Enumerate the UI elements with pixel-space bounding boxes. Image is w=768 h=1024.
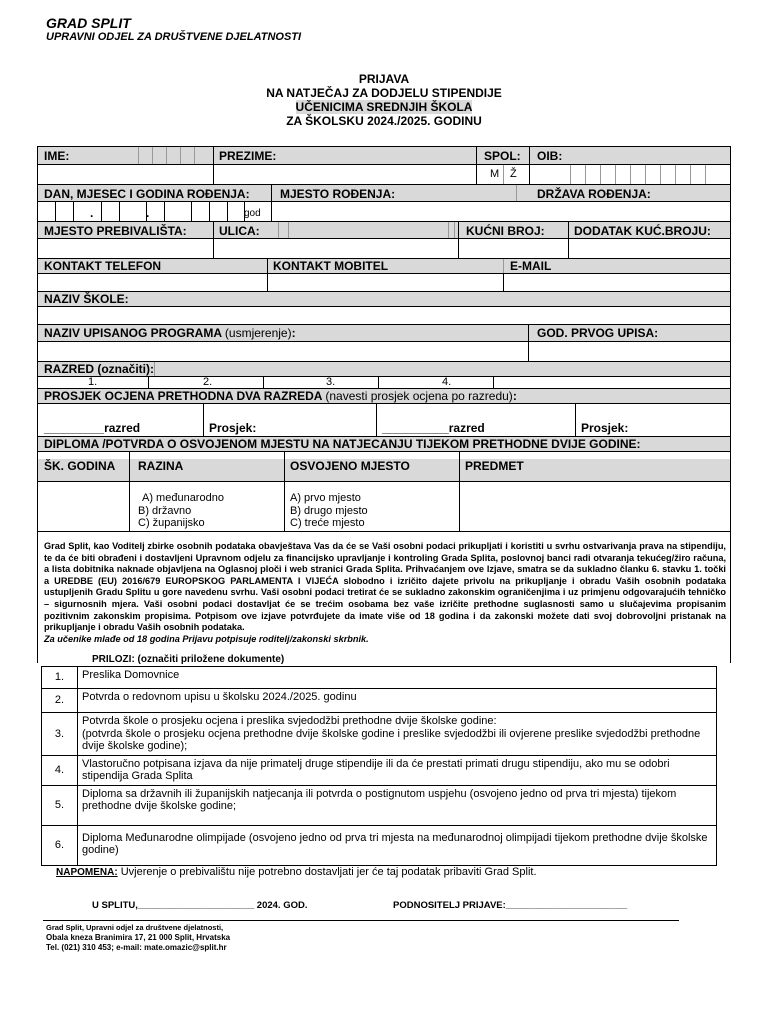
signature-place-date: U SPLITU,______________________ 2024. GOD.	[92, 900, 308, 911]
footer-line-2: Obala kneza Branimira 17, 21 000 Split, Hrvatska	[46, 933, 231, 942]
drzava-rodjenja-label: DRŽAVA ROĐENJA:	[537, 187, 651, 201]
predmet-header: PREDMET	[465, 459, 524, 473]
napomena	[56, 866, 537, 878]
razred-blank-1: _________razred	[44, 421, 141, 435]
mjesto-rodjenja-label: MJESTO ROĐENJA:	[280, 187, 396, 201]
footer-divider	[43, 920, 679, 921]
napomena-label: NAPOMENA:	[56, 867, 118, 878]
attachment-number: 4.	[42, 755, 78, 785]
razina-option-a[interactable]: A) međunarodno	[142, 492, 224, 504]
application-form	[37, 146, 731, 663]
prosjek-title: PROSJEK OCJENA PRETHODNA DVA RAZREDA	[44, 389, 323, 403]
date-separator-2: .	[146, 206, 150, 220]
prezime-label: PREZIME:	[219, 149, 277, 163]
table-row	[42, 825, 717, 865]
table-row	[42, 667, 717, 689]
table-row	[42, 785, 717, 825]
attachment-text: Diploma Međunarodne olimpijade (osvojeno jedno od prva tri mjesta na međunarodnoj olimpijadi tijekom prethodne dvije školske godine)	[78, 825, 717, 865]
diploma-title: DIPLOMA /POTVRDA O OSVOJENOM MJESTU NA NATJECANJU TIJEKOM PRETHODNE DVIJE GODINE:	[44, 437, 641, 451]
spol-label: SPOL:	[484, 149, 521, 163]
dodatak-label: DODATAK KUĆ.BROJU:	[574, 224, 711, 238]
sk-godina-header: ŠK. GODINA	[44, 459, 116, 473]
form-subtitle: NA NATJEČAJ ZA DODJELU STIPENDIJE	[266, 86, 502, 100]
razred-option-2[interactable]: 2.	[203, 376, 213, 388]
spol-z-option[interactable]: Ž	[510, 168, 517, 180]
osvojeno-mjesto-header: OSVOJENO MJESTO	[290, 459, 410, 473]
date-separator-1: .	[90, 206, 94, 220]
prosjek-colon: :	[512, 389, 517, 403]
attachment-text: Vlastoručno potpisana izjava da nije primatelj druge stipendije ili da će prestati primati drugu stipendiju, ako mu se odobri stipendija Grada Splita	[78, 755, 717, 785]
mjesto-option-a[interactable]: A) prvo mjesto	[290, 492, 361, 504]
razred-option-3[interactable]: 3.	[326, 376, 336, 388]
mjesto-option-c[interactable]: C) treće mjesto	[290, 517, 365, 529]
usmjerenje-note: (usmjerenje)	[224, 326, 292, 340]
attachment-text: Preslika Domovnice	[78, 667, 717, 689]
god-prvog-upisa-label: GOD. PRVOG UPISA:	[537, 326, 659, 340]
table-row	[42, 713, 717, 756]
datum-rodjenja-label: DAN, MJESEC I GODINA ROĐENJA:	[44, 187, 250, 201]
prilozi-title: PRILOZI: (označiti priložene dokumente)	[92, 654, 285, 665]
mjesto-option-b[interactable]: B) drugo mjesto	[290, 504, 368, 517]
ulica-label: ULICA:	[219, 224, 260, 238]
gdpr-consent-text	[44, 541, 726, 645]
kontakt-telefon-label: KONTAKT TELEFON	[44, 259, 162, 273]
razred-option-1[interactable]: 1.	[88, 376, 98, 388]
razred-blank-2: __________razred	[382, 421, 485, 435]
razina-header: RAZINA	[138, 459, 184, 473]
attachment-number: 3.	[42, 713, 78, 756]
attachment-number: 1.	[42, 667, 78, 689]
prosjek-label-2: Prosjek:	[581, 421, 629, 435]
kontakt-mobitel-label: KONTAKT MOBITEL	[273, 259, 389, 273]
naziv-skole-label: NAZIV ŠKOLE:	[44, 292, 129, 306]
minor-note: Za učenike mlađe od 18 godina Prijavu potpisuje roditelj/zakonski skrbnik.	[44, 633, 369, 644]
razina-option-c[interactable]: C) županijsko	[138, 517, 205, 529]
attachment-number: 5.	[42, 785, 78, 825]
attachment-text: Potvrda škole o prosjeku ocjena i preslika svjedodžbi prethodne dvije školske godine: (potvrda škole o prosjeku ocjena prethodne dvije školske godine i preslike svjedodžbi ili ovjerene preslike svjedodžbi prethodne dvije školske godine);	[78, 713, 717, 756]
god-label: god	[244, 208, 261, 219]
attachment-text: Diploma sa državnih ili županijskih natjecanja ili potvrda o postignutom uspjehu (osvojeno jedno od prva tri mjesta) tijekom prethodne dvije školske godine;	[78, 785, 717, 825]
city-name: GRAD SPLIT	[46, 15, 131, 31]
prosjek-label-1: Prosjek:	[209, 421, 257, 435]
attachments-table	[41, 666, 717, 866]
prosjek-note: (navesti prosjek ocjena po razredu)	[325, 389, 513, 403]
razina-option-b[interactable]: B) državno	[138, 504, 192, 517]
form-title: PRIJAVA	[358, 72, 410, 86]
attachment-text: Potvrda o redovnom upisu u školsku 2024./2025. godinu	[78, 689, 717, 713]
consent-body: Grad Split, kao Voditelj zbirke osobnih podataka obavještava Vas da će se Vaši osobni podaci prikupljati i koristiti u svrhu ostvarivanja prava na stipendiju, te da će biti obrađeni i dostavljeni Upravnom odjelu za financijsko upravljanje i kontroling Grada Splita, poslovnoj banci radi otvaranja tekućeg/žiro računa, a lista dobitnika naknade objavljena na Oglasnoj ploči i web stranici Grada Splita. Prihvaćanjem ove Izjave, smatra se da sukladno članku 6. stavku 1. točki a UREDBE (EU) 2016/679 EUROPSKOG PARLAMENTA I VIJEĆA slobodno i izričito dajete privolu na prikupljanje i obradu Vaših osobnih podataka ustupljenih Gradu Splitu u gore navedenu svrhu. Vaši osobni podaci tretirat će se sukladno zakonskim ograničenjima i uz primjenu odgovarajućih tehničko – sigurnosnih mjera. Vaši osobni podaci dostavljat će se trećim osobama bez vaše izričite prethodne suglasnosti samo u slučajevima propisanim pozitivnim zakonskim propisima. Potpisom ove izjave potvrđujete da imate više od 18 godina i da zakonski možete dati svoj dobrovoljni pristanak na prikupljanje i obradu Vaših osobnih podataka.	[44, 541, 726, 633]
oib-label: OIB:	[537, 149, 563, 163]
mjesto-prebivalista-label: MJESTO PREBIVALIŠTA:	[44, 224, 187, 238]
napomena-text: Uvjerenje o prebivalištu nije potrebno dostavljati jer će taj podatak pribaviti Grad Split.	[117, 866, 537, 878]
spol-m-option[interactable]: M	[490, 168, 500, 180]
footer-line-1: Grad Split, Upravni odjel za društvene djelatnosti,	[46, 923, 224, 932]
table-row	[42, 755, 717, 785]
email-label: E-MAIL	[510, 259, 552, 273]
naziv-programa-colon: :	[291, 326, 296, 340]
razred-option-4[interactable]: 4.	[442, 376, 452, 388]
attachment-number: 2.	[42, 689, 78, 713]
signature-applicant: PODNOSITELJ PRIJAVE:_______________________	[393, 900, 628, 911]
ime-label: IME:	[44, 149, 70, 163]
attachment-number: 6.	[42, 825, 78, 865]
form-target-group: UČENICIMA SREDNJIH ŠKOLA	[295, 100, 473, 114]
razred-label: RAZRED (označiti):	[44, 362, 154, 376]
table-row	[42, 689, 717, 713]
department-name: UPRAVNI ODJEL ZA DRUŠTVENE DJELATNOSTI	[46, 31, 302, 43]
footer-line-3: Tel. (021) 310 453; e-mail: mate.omazic@split.hr	[46, 943, 227, 952]
form-school-year: ZA ŠKOLSKU 2024./2025. GODINU	[286, 114, 482, 128]
naziv-programa-label: NAZIV UPISANOG PROGRAMA	[44, 326, 222, 340]
kucni-broj-label: KUĆNI BROJ:	[466, 224, 545, 238]
